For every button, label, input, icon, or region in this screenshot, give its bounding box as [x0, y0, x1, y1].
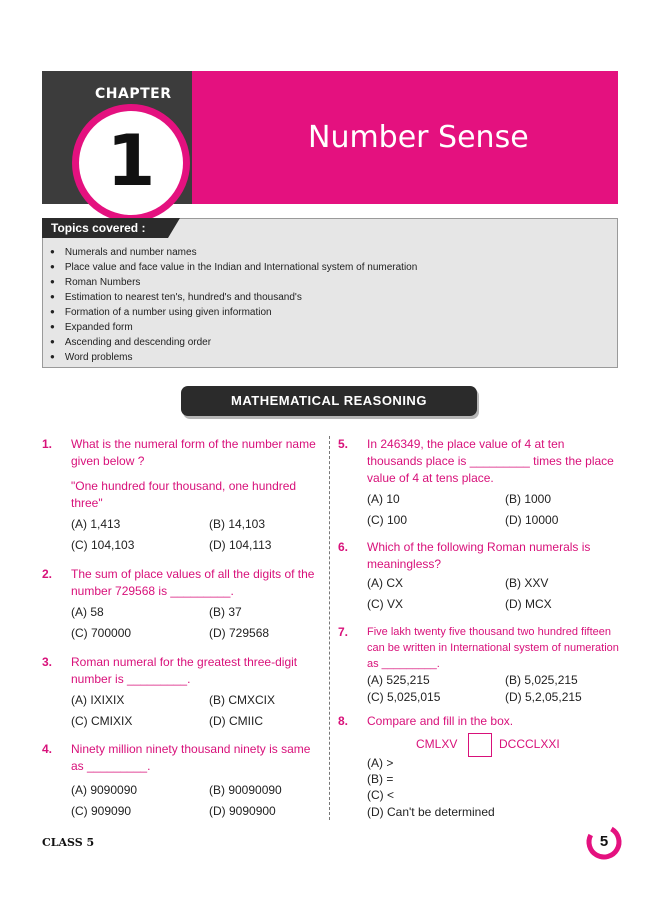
question-number: 6.: [338, 540, 349, 554]
question-text: The sum of place values of all the digits of the number 729568 is _________.: [71, 567, 315, 598]
topic-item: ● Formation of a number using given information: [50, 304, 417, 319]
column-divider: [329, 436, 330, 820]
option-c: (C) <: [367, 788, 394, 802]
option-c: (C) VX: [367, 597, 403, 611]
section-label: MATHEMATICAL REASONING: [231, 393, 427, 408]
topics-heading: Topics covered :: [42, 218, 168, 238]
topic-item: ● Numerals and number names: [50, 244, 417, 259]
option-a: (A) IXIXIX: [71, 693, 125, 707]
option-a: (A) 525,215: [367, 673, 430, 687]
option-c: (C) 909090: [71, 804, 132, 818]
question-text: Five lakh twenty five thousand two hundred fifteen can be written in International system of numeration as _________.: [367, 626, 619, 670]
option-c: (C) 100: [367, 513, 408, 527]
question-text: Ninety million ninety thousand ninety is same as _________.: [71, 742, 311, 773]
option-b: (B) CMXCIX: [209, 693, 275, 707]
option-b: (B) 1000: [505, 492, 552, 506]
chapter-title: Number Sense: [308, 120, 529, 155]
option-d: (D) CMIIC: [209, 714, 263, 728]
topic-item: ● Roman Numbers: [50, 274, 417, 289]
option-b: (B) 14,103: [209, 517, 266, 531]
option-d: (D) 9090900: [209, 804, 276, 818]
question-text: Compare and fill in the box.: [367, 714, 514, 728]
option-a: (A) 10: [367, 492, 400, 506]
topics-heading-tab: [168, 218, 180, 238]
option-a: (A) 1,413: [71, 517, 121, 531]
option-a: (A) CX: [367, 576, 403, 590]
option-d: (D) Can't be determined: [367, 805, 495, 819]
option-b: (B) 37: [209, 605, 242, 619]
question-number: 1.: [42, 437, 53, 451]
chapter-label: CHAPTER: [95, 86, 172, 102]
topics-list: [50, 244, 417, 364]
option-a: (A) >: [367, 756, 394, 770]
footer-class-label: CLASS 5: [42, 836, 95, 849]
question-number: 8.: [338, 714, 349, 728]
question-number: 7.: [338, 625, 349, 639]
option-a: (A) 58: [71, 605, 104, 619]
topic-item: ● Word problems: [50, 349, 417, 364]
topic-item: ● Place value and face value in the Indian and International system of numeration: [50, 259, 417, 274]
option-b: (B) =: [367, 772, 394, 786]
option-d: (D) 729568: [209, 626, 270, 640]
question-number: 2.: [42, 567, 53, 581]
topic-item: ● Estimation to nearest ten's, hundred's and thousand's: [50, 289, 417, 304]
option-b: (B) XXV: [505, 576, 549, 590]
question-number: 3.: [42, 655, 53, 669]
option-d: (D) 5,2,05,215: [505, 690, 582, 704]
topic-item: ● Ascending and descending order: [50, 334, 417, 349]
question-text: Roman numeral for the greatest three-digit number is _________.: [71, 655, 298, 686]
question-text: What is the numeral form of the number name given below ?: [71, 437, 316, 468]
question-text: In 246349, the place value of 4 at ten thousands place is _________ times the place value of 4 at tens place.: [367, 437, 614, 485]
option-b: (B) 5,025,215: [505, 673, 578, 687]
option-c: (C) 104,103: [71, 538, 135, 552]
option-d: (D) MCX: [505, 597, 552, 611]
option-c: (C) 700000: [71, 626, 132, 640]
option-b: (B) 90090090: [209, 783, 282, 797]
question-text: Which of the following Roman numerals is meaningless?: [367, 540, 591, 571]
page-number: 5: [599, 833, 609, 850]
option-a: (A) 9090090: [71, 783, 138, 797]
option-c: (C) 5,025,015: [367, 690, 441, 704]
compare-right-value: DCCCLXXI: [499, 737, 560, 751]
option-d: (D) 104,113: [209, 538, 272, 552]
question-number: 4.: [42, 742, 53, 756]
option-d: (D) 10000: [505, 513, 559, 527]
chapter-number: 1: [106, 120, 156, 202]
question-quote: "One hundred four thousand, one hundred three": [71, 479, 297, 510]
question-number: 5.: [338, 437, 349, 451]
option-c: (C) CMIXIX: [71, 714, 133, 728]
compare-answer-box[interactable]: [468, 733, 492, 757]
topic-item: ● Expanded form: [50, 319, 417, 334]
compare-left-value: CMLXV: [416, 737, 458, 751]
